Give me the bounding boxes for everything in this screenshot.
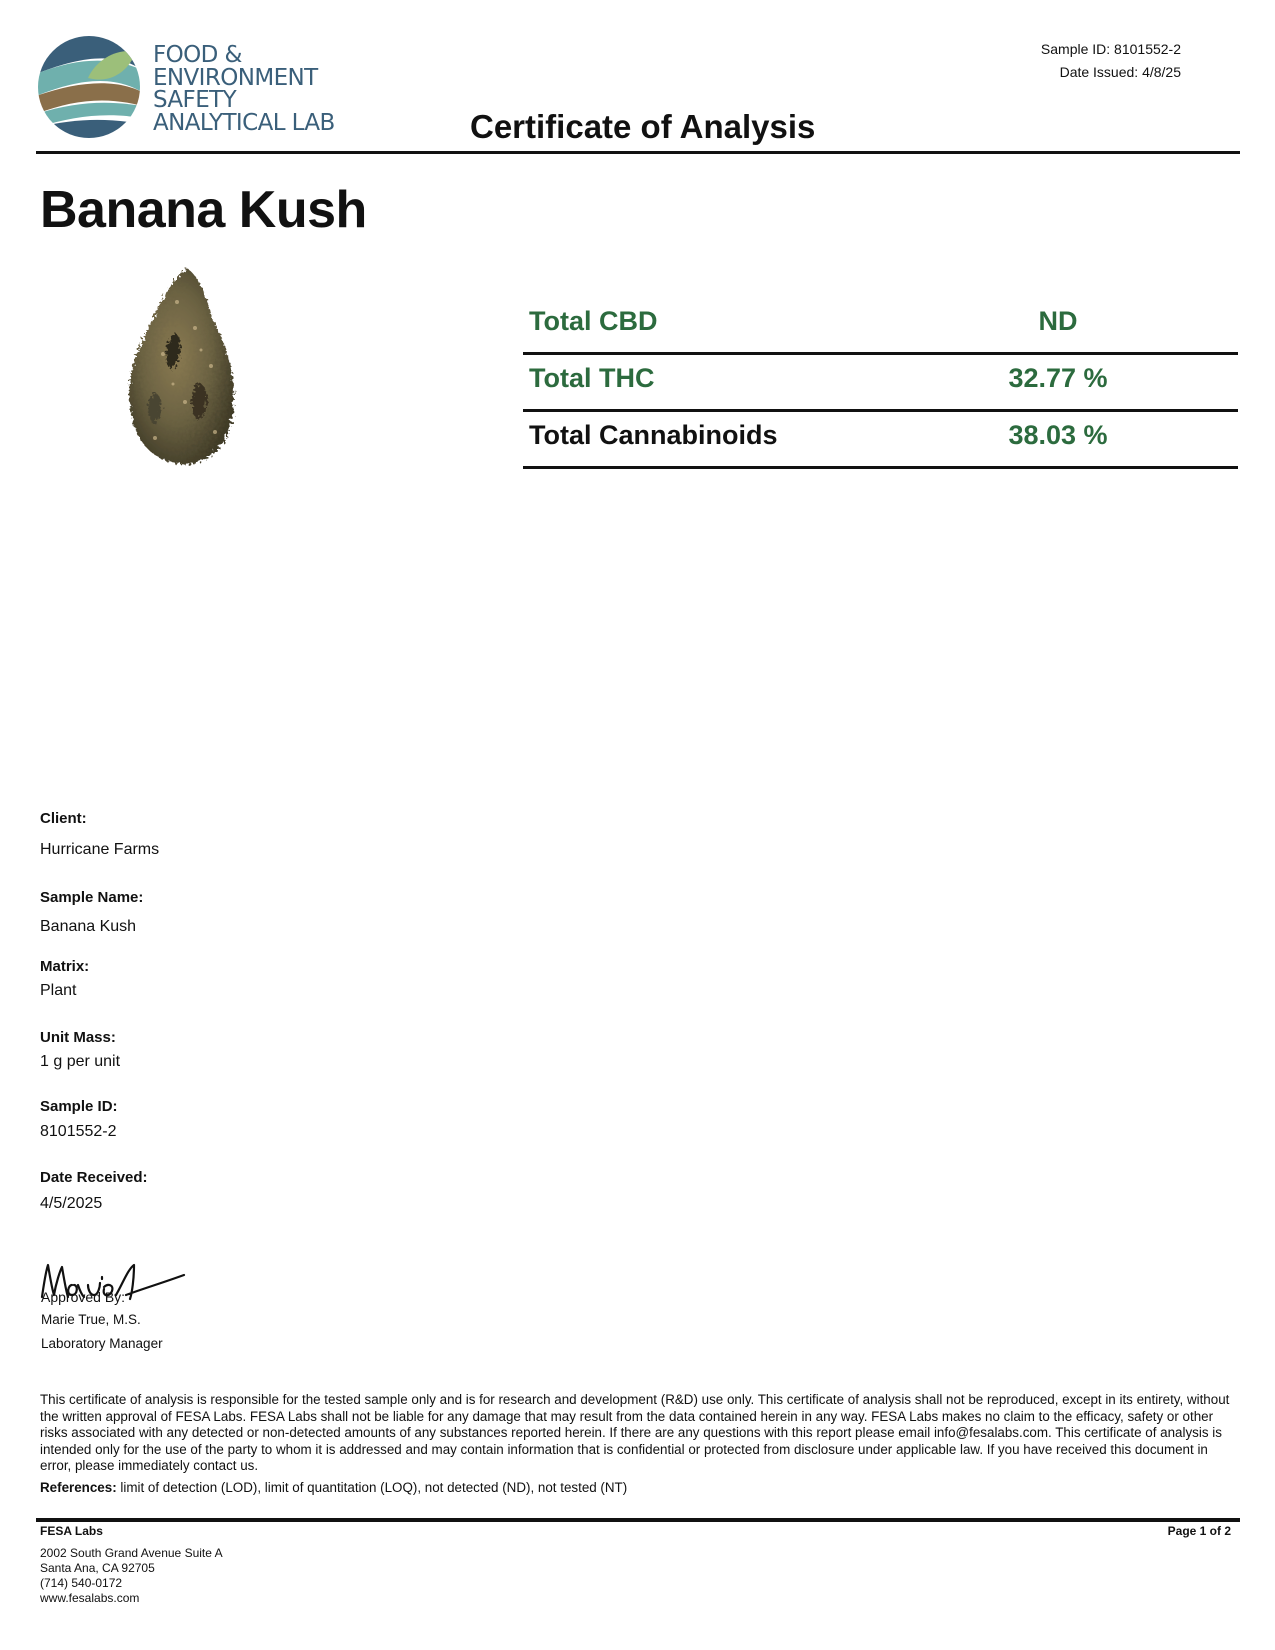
footer-address	[40, 1546, 223, 1606]
summary-label: Total THC	[529, 363, 655, 393]
sample-name-value: Banana Kush	[40, 918, 137, 935]
summary-value: 38.03 %	[1008, 420, 1108, 450]
logo-mark-icon	[36, 34, 142, 140]
references-text: limit of detection (LOD), limit of quantitation (LOQ), not detected (ND), not tested (NT)	[116, 1480, 628, 1495]
summary-row-total-cbd	[523, 298, 1238, 355]
client-label: Client:	[40, 810, 87, 827]
header-sample-id: Sample ID: 8101552-2	[1040, 41, 1181, 57]
date-received-label: Date Received:	[40, 1169, 148, 1186]
client-value: Hurricane Farms	[40, 841, 160, 858]
disclaimer-text: This certificate of analysis is responsible for the tested sample only and is for research and development (R&D) use only. This certificate of analysis shall not be reproduced, except in its entirety, without the written approval of FESA Labs. FESA Labs shall not be liable for any damage that may result from the data contained herein in any way. FESA Labs makes no claim to the efficacy, safety or other risks associated with any detected or non-detected amounts of any substances reported herein. If there are any questions with this report please email info@fesalabs.com. This certificate of analysis is intended only for the use of the party to whom it is addressed and may contain information that is confidential or protected from disclosure under applicable law. If you have received this document in error, please immediately contact us.	[40, 1392, 1230, 1473]
page-title: Certificate of Analysis	[470, 108, 816, 145]
summary-row-total-cannabinoids	[523, 412, 1238, 469]
footer-company: FESA Labs	[40, 1524, 103, 1538]
logo-line-3: SAFETY	[153, 87, 237, 113]
unit-mass-value: 1 g per unit	[40, 1053, 121, 1070]
footer-divider	[36, 1518, 1240, 1522]
lab-logo	[36, 34, 396, 144]
product-name: Banana Kush	[40, 181, 367, 239]
date-received-value: 4/5/2025	[40, 1195, 103, 1212]
unit-mass-label: Unit Mass:	[40, 1029, 116, 1046]
summary-row-total-thc	[523, 355, 1238, 412]
references-label: References:	[40, 1480, 117, 1495]
approver-name: Marie True, M.S.	[41, 1312, 141, 1327]
matrix-value: Plant	[40, 982, 77, 999]
footer-phone: (714) 540-0172	[40, 1576, 123, 1590]
sample-name-label: Sample Name:	[40, 889, 144, 906]
approved-by-label: Approved By:	[41, 1289, 126, 1305]
matrix-label: Matrix:	[40, 958, 90, 975]
sample-id-value: 8101552-2	[40, 1123, 117, 1140]
summary-value: 32.77 %	[1008, 363, 1108, 393]
header-date-issued: Date Issued: 4/8/25	[1059, 64, 1181, 80]
references	[40, 1480, 627, 1495]
summary-value: ND	[1038, 306, 1078, 336]
logo-wordmark	[153, 44, 335, 134]
summary-label: Total CBD	[529, 306, 658, 336]
footer-address-line: Santa Ana, CA 92705	[40, 1561, 155, 1575]
summary-label: Total Cannabinoids	[529, 420, 778, 450]
logo-line-1: FOOD &	[153, 42, 242, 68]
product-photo	[115, 262, 255, 472]
potency-summary	[523, 298, 1238, 469]
header-divider	[36, 151, 1240, 154]
sample-id-label: Sample ID:	[40, 1098, 118, 1115]
logo-line-4: ANALYTICAL LAB	[153, 109, 335, 136]
page-number: Page 1 of 2	[1167, 1524, 1231, 1538]
footer-address-line: 2002 South Grand Avenue Suite A	[40, 1546, 223, 1560]
sample-meta	[1041, 38, 1181, 84]
approver-title: Laboratory Manager	[41, 1336, 163, 1351]
footer-website: www.fesalabs.com	[40, 1591, 140, 1605]
logo-line-2: ENVIRONMENT	[153, 64, 318, 91]
